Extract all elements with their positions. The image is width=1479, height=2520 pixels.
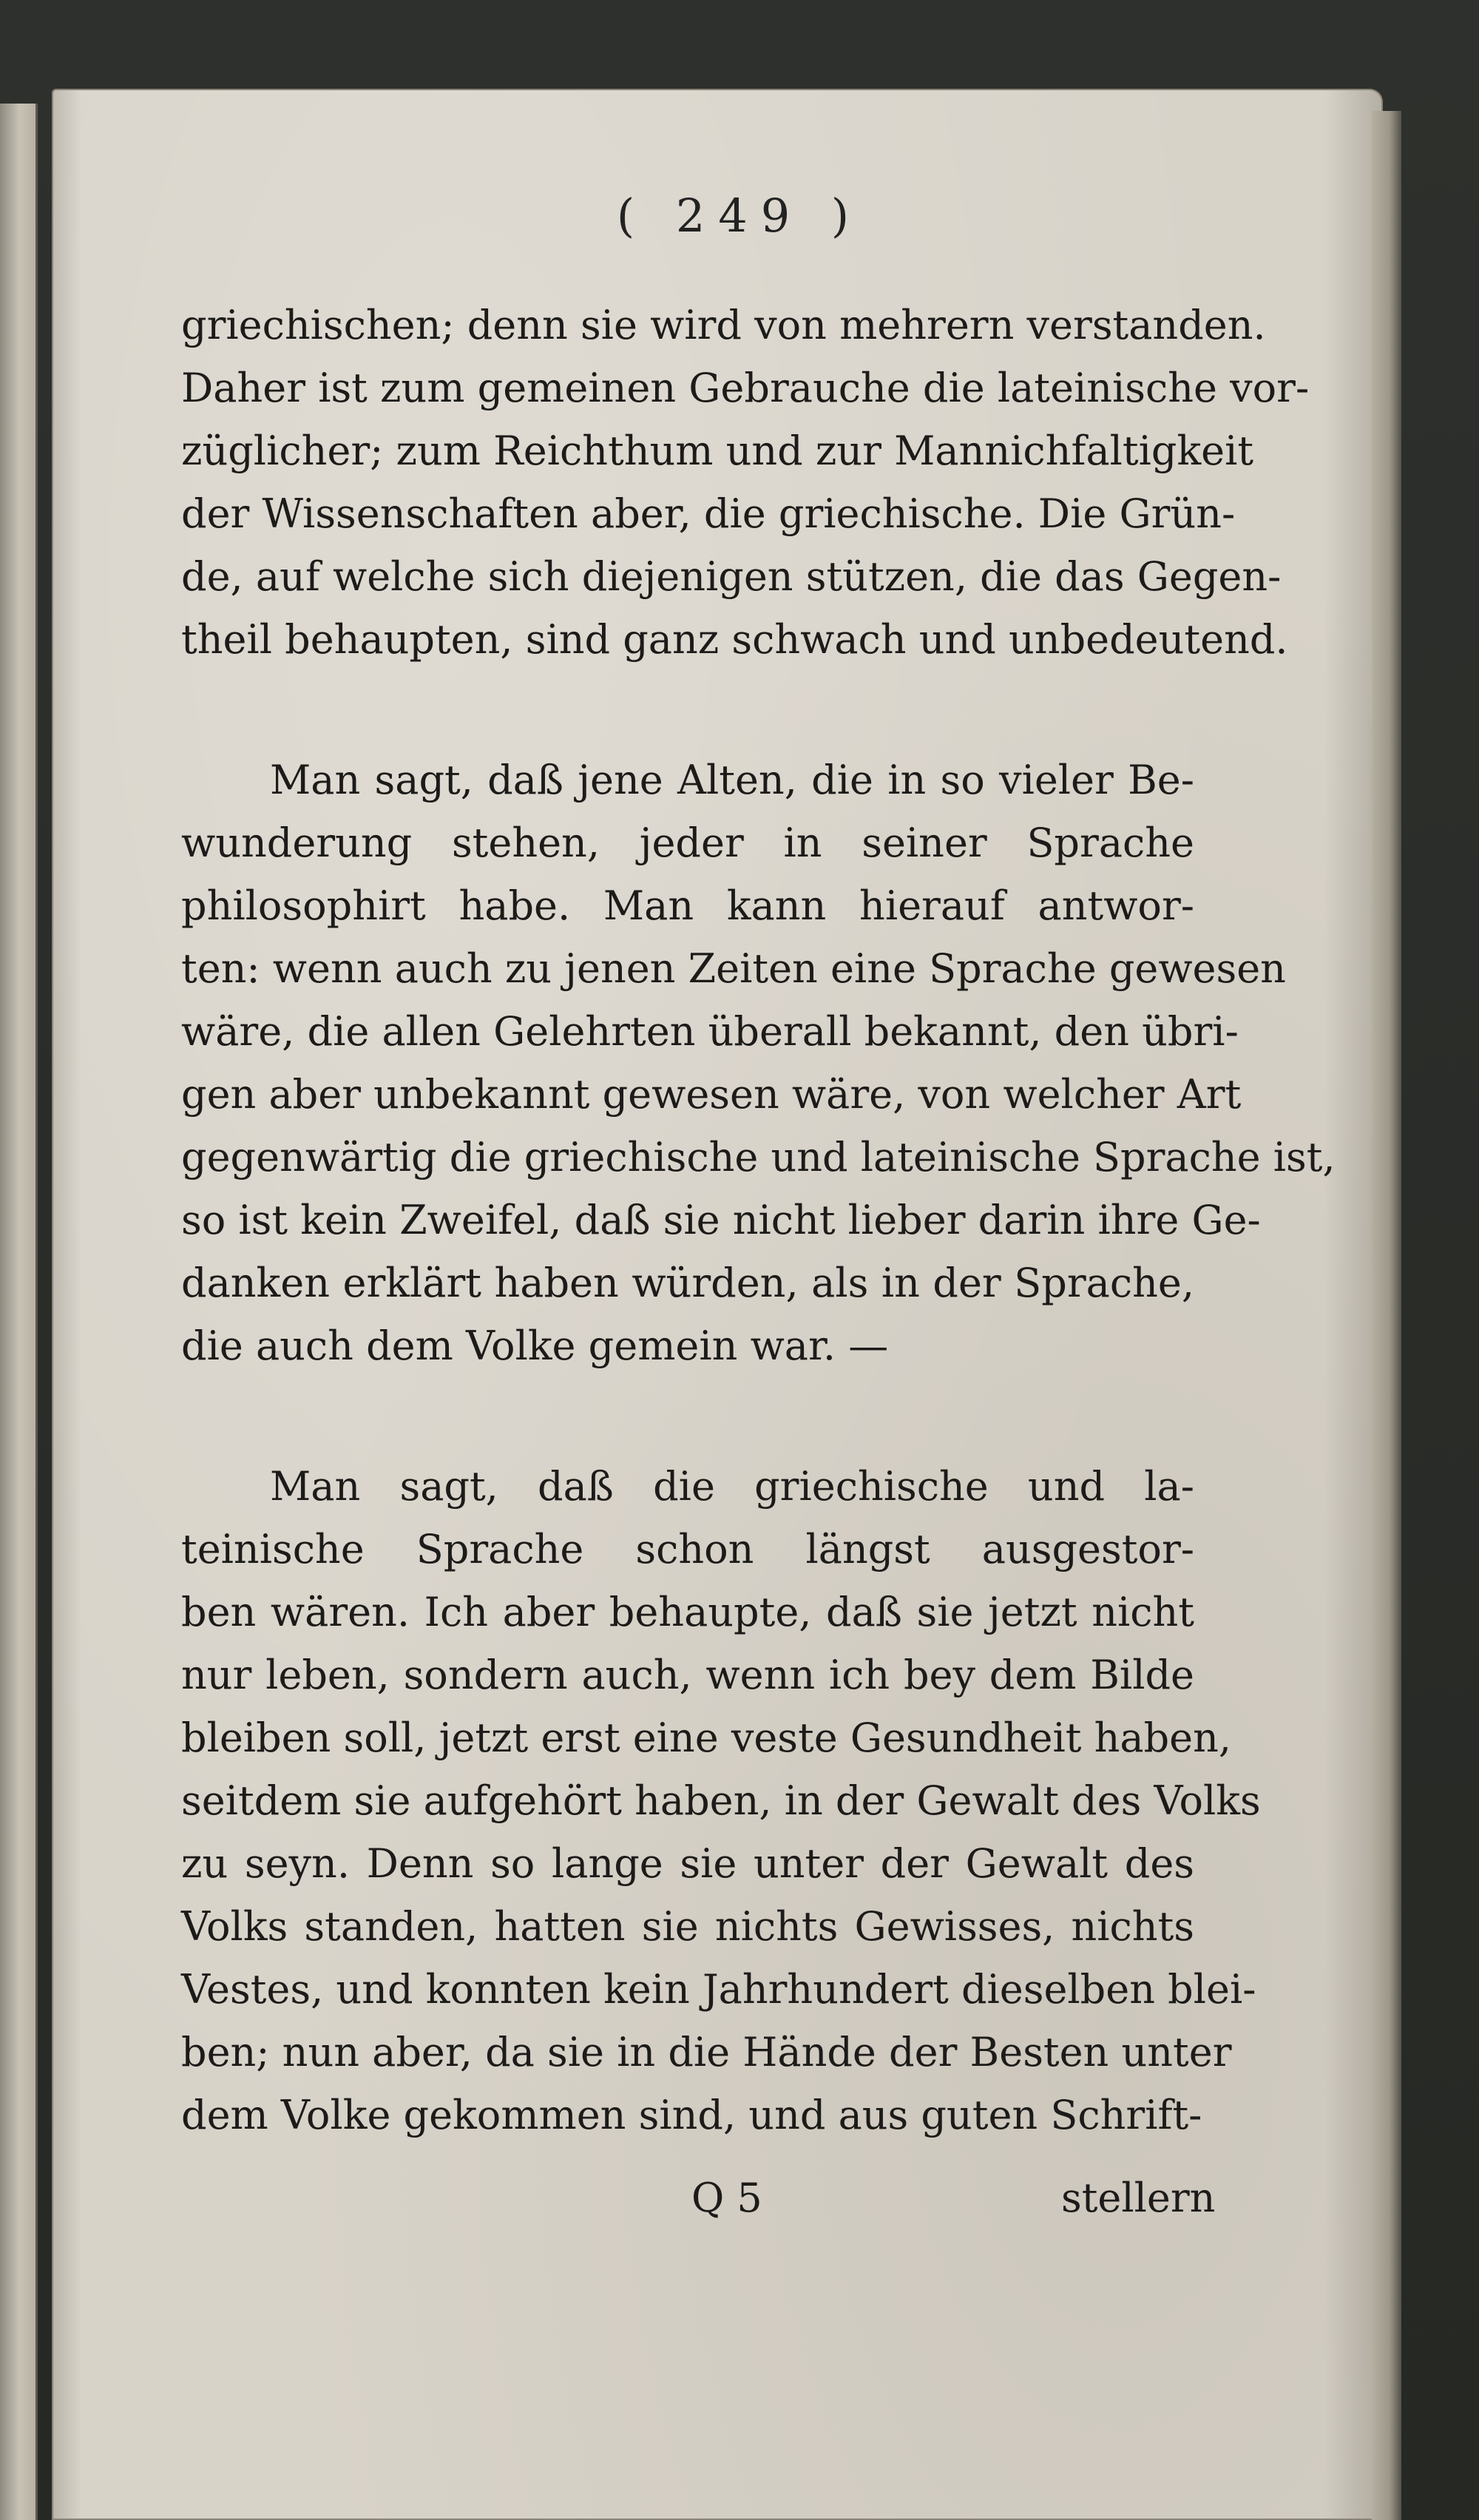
page-stack-edge	[1372, 111, 1401, 2520]
text-line: Man sagt, daß die griechische und la-	[270, 1463, 1194, 1510]
text-line: teinische Sprache schon längst ausgestor-	[181, 1526, 1194, 1573]
text-line: seitdem sie aufgehört haben, in der Gewalt des Volks	[181, 1777, 1261, 1824]
text-line: Man sagt, daß jene Alten, die in so vieler Be-	[270, 757, 1194, 803]
catchword: stellern	[1061, 2175, 1216, 2221]
text-line: griechischen; denn sie wird von mehrern verstanden.	[181, 302, 1266, 348]
page-number: ( 249 )	[616, 189, 863, 243]
text-line: ben; nun aber, da sie in die Hände der Besten unter	[181, 2029, 1232, 2075]
text-line: ben wären. Ich aber behaupte, daß sie jetzt nicht	[181, 1589, 1194, 1635]
text-line: theil behaupten, sind ganz schwach und unbedeutend.	[181, 616, 1288, 663]
text-line: wunderung stehen, jeder in seiner Sprache	[181, 820, 1194, 866]
text-line: nur leben, sondern auch, wenn ich bey dem Bilde	[181, 1652, 1194, 1698]
text-line: züglicher; zum Reichthum und zur Mannichfaltigkeit	[181, 428, 1254, 474]
text-line: ten: wenn auch zu jenen Zeiten eine Sprache gewesen	[181, 945, 1286, 992]
text-line: Vestes, und konnten kein Jahrhundert dieselben blei-	[181, 1966, 1256, 2013]
text-line: bleiben soll, jetzt erst eine veste Gesundheit haben,	[181, 1715, 1232, 1761]
text-line: danken erklärt haben würden, als in der Sprache,	[181, 1260, 1194, 1306]
text-line: der Wissenschaften aber, die griechische. Die Grün-	[181, 490, 1236, 537]
text-line: Volks standen, hatten sie nichts Gewisses, nichts	[181, 1903, 1194, 1950]
signature-mark: Q 5	[691, 2175, 762, 2221]
text-line: dem Volke gekommen sind, und aus guten Schrift-	[181, 2092, 1202, 2138]
text-line: so ist kein Zweifel, daß sie nicht lieber darin ihre Ge-	[181, 1197, 1261, 1243]
text-line: Daher ist zum gemeinen Gebrauche die lateinische vor-	[181, 365, 1310, 411]
text-line: gen aber unbekannt gewesen wäre, von welcher Art	[181, 1071, 1242, 1118]
text-line: die auch dem Volke gemein war. —	[181, 1323, 889, 1369]
text-line: wäre, die allen Gelehrten überall bekannt, den übri-	[181, 1008, 1239, 1055]
text-line: gegenwärtig die griechische und lateinische Sprache ist,	[181, 1134, 1336, 1180]
text-line: de, auf welche sich diejenigen stützen, die das Gegen-	[181, 553, 1282, 600]
facing-page-edge	[0, 104, 38, 2520]
text-line: philosophirt habe. Man kann hierauf antwor-	[181, 882, 1194, 929]
text-line: zu seyn. Denn so lange sie unter der Gewalt des	[181, 1840, 1194, 1887]
